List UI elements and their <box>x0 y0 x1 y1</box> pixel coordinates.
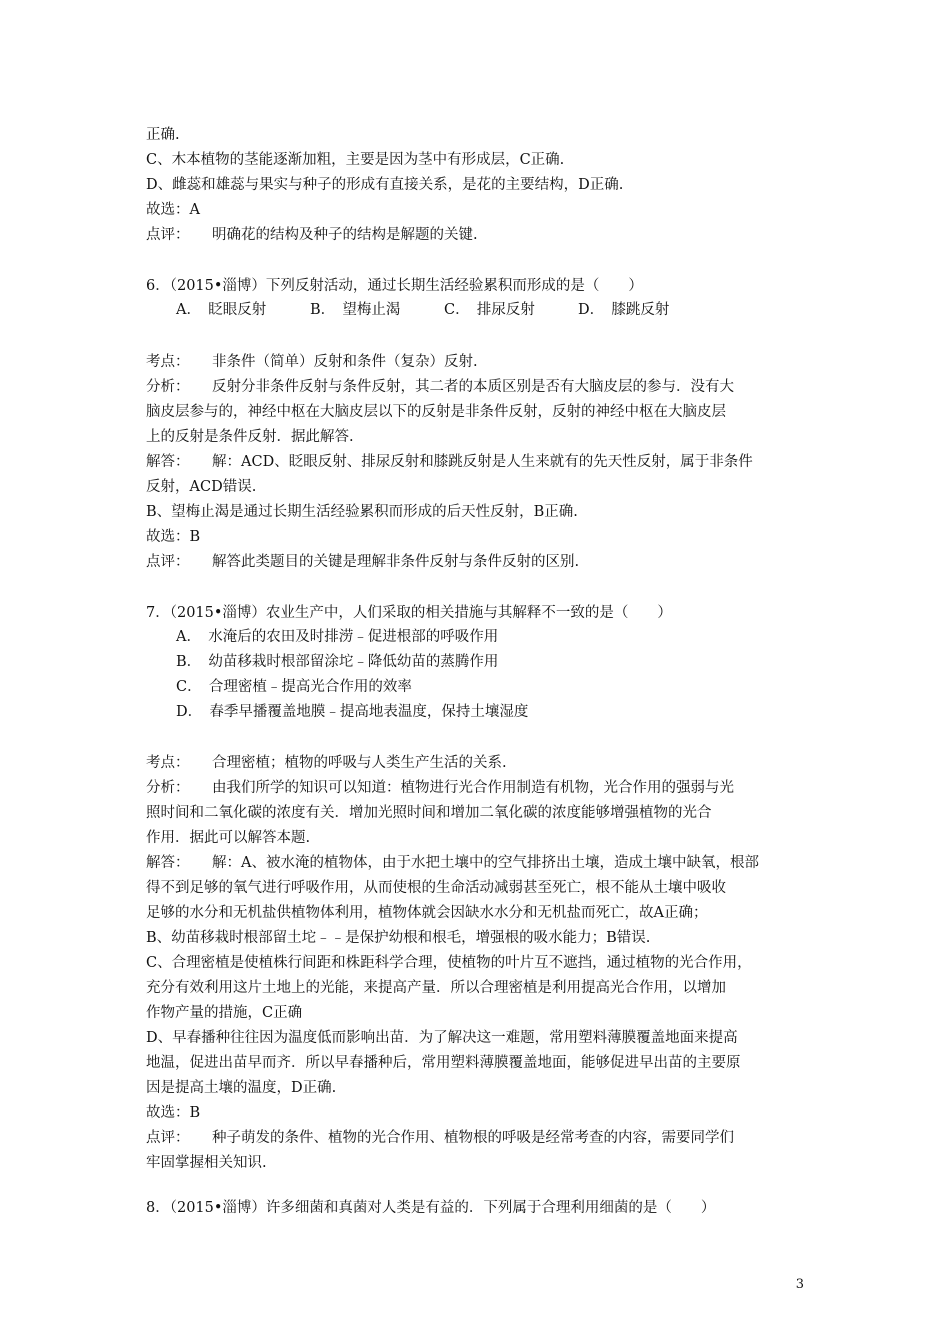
q6-option-a: A． 眨眼反射 <box>176 302 267 318</box>
page-number: 3 <box>795 1277 804 1292</box>
pingping-label: 点评： <box>146 554 190 570</box>
text-line: 地温，促进出苗早而齐．所以早春播种后，常用塑料薄膜覆盖地面，能够促进早出苗的主要原 <box>146 1055 741 1071</box>
q6-option-d: D． 膝跳反射 <box>578 302 670 318</box>
text-line: B、幼苗移栽时根部留土坨﹣﹣是保护幼根和根毛，增强根的吸水能力；B错误. <box>146 930 651 946</box>
text-line: 正确. <box>146 127 180 143</box>
q7-option-d: D． 春季早播覆盖地膜﹣提高地表温度，保持土壤湿度 <box>176 704 529 720</box>
text-line: C、木本植物的茎能逐渐加粗，主要是因为茎中有形成层，C正确. <box>146 152 565 168</box>
pingping-row <box>146 552 579 572</box>
text-line: D、早春播种往往因为温度低而影响出苗．为了解决这一难题，常用塑料薄膜覆盖地面来提高 <box>146 1030 738 1046</box>
text-line: 因是提高土壤的温度，D正确. <box>146 1080 337 1096</box>
kaodian-text: 非条件（简单）反射和条件（复杂）反射. <box>212 354 478 370</box>
comment-text: 明确花的结构及种子的结构是解题的关键. <box>212 227 478 243</box>
text-line: B、望梅止渴是通过长期生活经验累积而形成的后天性反射，B正确. <box>146 504 578 520</box>
text-line: D、雌蕊和雄蕊与果实与种子的形成有直接关系，是花的主要结构，D正确. <box>146 177 624 193</box>
kaodian-text: 合理密植；植物的呼吸与人类生产生活的关系. <box>212 755 507 771</box>
text-line: 充分有效利用这片土地上的光能，来提高产量．所以合理密植是利用提高光合作用，以增加 <box>146 980 726 996</box>
fenxi-label: 分析： <box>146 780 190 796</box>
jieda-label: 解答： <box>146 855 190 871</box>
q7-option-c: C． 合理密植﹣提高光合作用的效率 <box>176 679 412 695</box>
text-line: 足够的水分和无机盐供植物体利用，植物体就会因缺水水分和无机盐而死亡，故A正确； <box>146 905 708 921</box>
jieda-text: 解：ACD、眨眼反射、排尿反射和膝跳反射是人生来就有的先天性反射，属于非条件 <box>212 454 753 470</box>
text-line: 故选：B <box>146 1105 201 1121</box>
pingping-row <box>146 1128 734 1148</box>
text-line: 得不到足够的氧气进行呼吸作用，从而使根的生命活动减弱甚至死亡，根不能从土壤中吸收 <box>146 880 726 896</box>
text-line: 牢固掌握相关知识. <box>146 1155 267 1171</box>
text-line: 反射，ACD错误. <box>146 479 257 495</box>
jieda-label: 解答： <box>146 454 190 470</box>
kaodian-label: 考点： <box>146 354 190 370</box>
kaodian-row <box>146 352 478 372</box>
q6-option-c: C． 排尿反射 <box>444 302 535 318</box>
jieda-row <box>146 452 753 472</box>
fenxi-row <box>146 778 734 798</box>
comment-row <box>146 225 478 245</box>
fenxi-label: 分析： <box>146 379 190 395</box>
text-line: 作物产量的措施，C正确 <box>146 1005 303 1021</box>
question-6-stem: 6．（2015•淄博）下列反射活动，通过长期生活经验累积而形成的是（ ） <box>146 278 643 294</box>
q6-option-b: B． 望梅止渴 <box>310 302 401 318</box>
question-7-stem: 7．（2015•淄博）农业生产中，人们采取的相关措施与其解释不一致的是（ ） <box>146 605 672 621</box>
fenxi-text: 反射分非条件反射与条件反射，其二者的本质区别是否有大脑皮层的参与．没有大 <box>212 379 734 395</box>
pingping-text: 解答此类题目的关键是理解非条件反射与条件反射的区别. <box>212 554 580 570</box>
jieda-text: 解：A、被水淹的植物体，由于水把土壤中的空气排挤出土壤，造成土壤中缺氧，根部 <box>212 855 759 871</box>
pingping-text: 种子萌发的条件、植物的光合作用、植物根的呼吸是经常考查的内容，需要同学们 <box>212 1130 734 1146</box>
text-line: C、合理密植是使植株行间距和株距科学合理，使植物的叶片互不遮挡，通过植物的光合作用， <box>146 955 752 971</box>
pingping-label: 点评： <box>146 1130 190 1146</box>
comment-label: 点评： <box>146 227 190 243</box>
kaodian-row <box>146 753 507 773</box>
q7-option-b: B． 幼苗移栽时根部留涂坨﹣降低幼苗的蒸腾作用 <box>176 654 499 670</box>
text-line: 作用．据此可以解答本题. <box>146 830 311 846</box>
text-line: 故选：A <box>146 202 200 218</box>
text-line: 故选：B <box>146 529 201 545</box>
kaodian-label: 考点： <box>146 755 190 771</box>
fenxi-row <box>146 377 734 397</box>
q7-option-a: A． 水淹后的农田及时排涝﹣促进根部的呼吸作用 <box>176 629 499 645</box>
text-line: 脑皮层参与的，神经中枢在大脑皮层以下的反射是非条件反射，反射的神经中枢在大脑皮层 <box>146 404 726 420</box>
text-line: 上的反射是条件反射．据此解答. <box>146 429 354 445</box>
text-line: 照时间和二氧化碳的浓度有关．增加光照时间和增加二氧化碳的浓度能够增强植物的光合 <box>146 805 712 821</box>
jieda-row <box>146 853 759 873</box>
question-8-stem: 8．（2015•淄博）许多细菌和真菌对人类是有益的．下列属于合理利用细菌的是（ ） <box>146 1200 716 1216</box>
fenxi-text: 由我们所学的知识可以知道：植物进行光合作用制造有机物，光合作用的强弱与光 <box>212 780 734 796</box>
